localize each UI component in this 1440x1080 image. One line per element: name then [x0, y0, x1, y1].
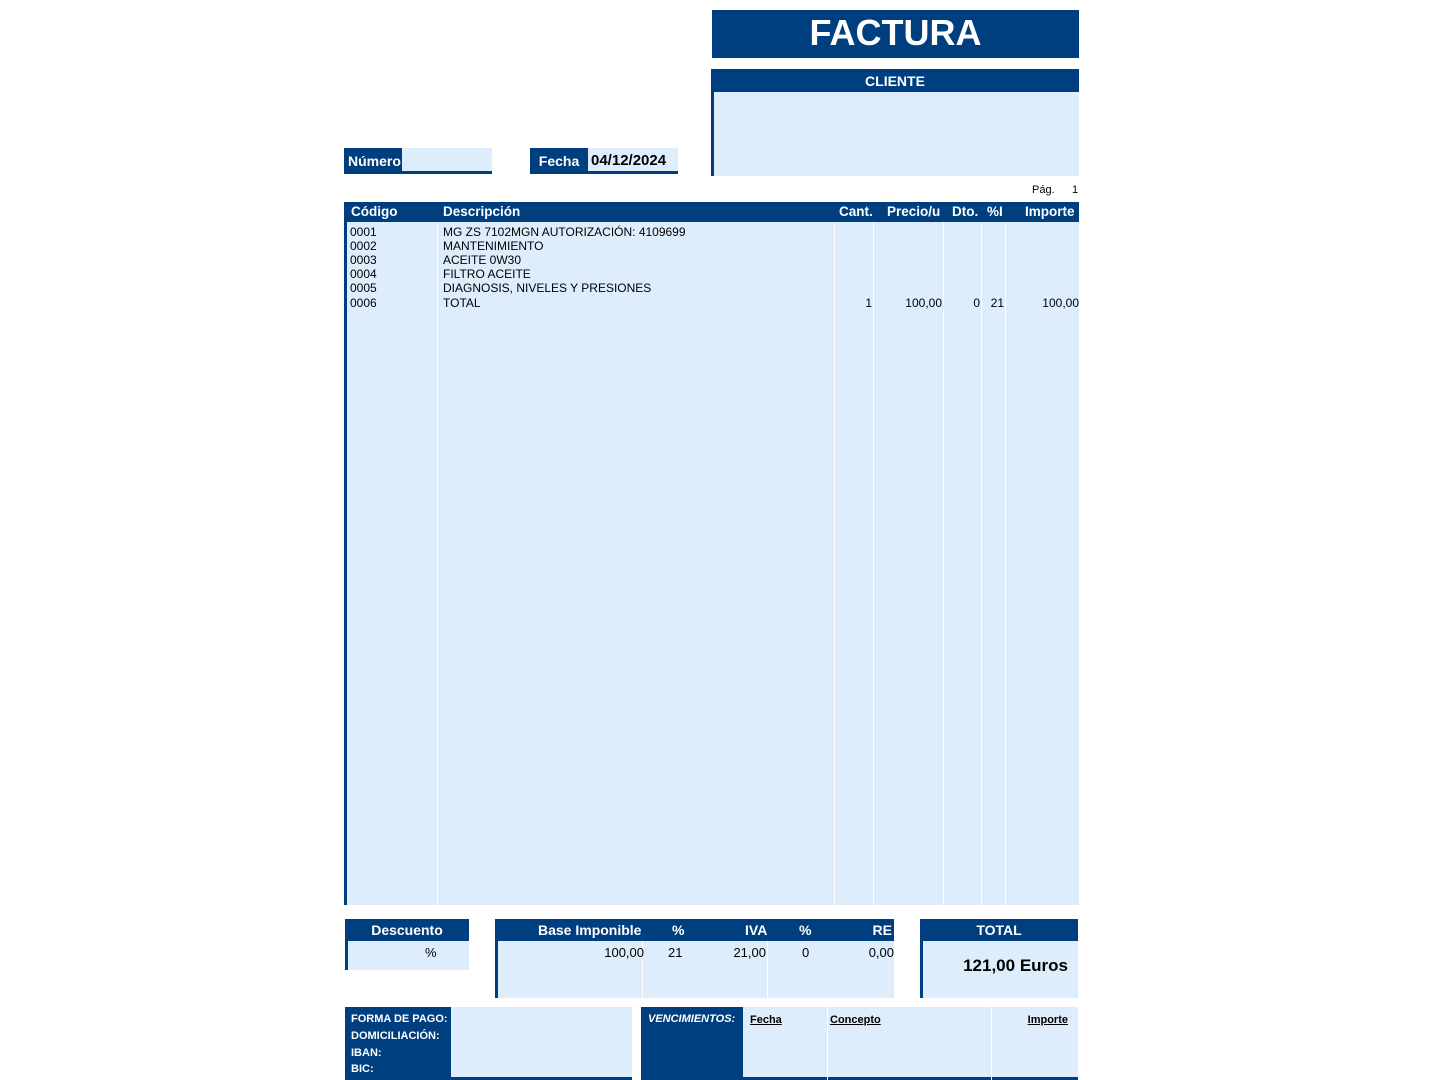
header-precio: Precio/u	[887, 204, 941, 219]
cell-iva: 21	[990, 296, 1004, 310]
column-divider	[873, 222, 874, 905]
value-pct-re: 0	[802, 945, 810, 960]
column-divider	[991, 1007, 992, 1080]
value-re: 0,00	[868, 945, 894, 960]
cell-codigo: 0002	[350, 239, 377, 253]
iban-label: IBAN:	[351, 1047, 382, 1059]
items-table-header	[344, 202, 1079, 222]
table-row[interactable]	[347, 225, 1082, 239]
vencimientos-table[interactable]	[743, 1007, 1078, 1080]
bic-label: BIC:	[351, 1063, 374, 1075]
total-header: TOTAL	[920, 919, 1078, 941]
header-cant: Cant.	[839, 204, 873, 219]
cliente-field[interactable]	[711, 92, 1079, 176]
fecha-field[interactable]: 04/12/2024	[588, 148, 678, 174]
cell-importe: 100,00	[1042, 296, 1079, 310]
cliente-header: CLIENTE	[711, 69, 1079, 92]
table-row[interactable]	[347, 253, 1082, 267]
cell-codigo: 0001	[350, 225, 377, 239]
table-row[interactable]	[347, 239, 1082, 253]
column-divider	[981, 222, 982, 905]
cell-cant: 1	[865, 296, 872, 310]
header-pct-iva: %	[672, 922, 685, 938]
cell-descripcion: FILTRO ACEITE	[443, 267, 531, 281]
cell-precio: 100,00	[905, 296, 942, 310]
invoice-title: FACTURA	[712, 10, 1079, 58]
domiciliacion-label: DOMICILIACIÓN:	[351, 1030, 440, 1042]
total-value: 121,00 Euros	[963, 956, 1068, 975]
numero-label: Número	[344, 148, 402, 174]
cell-descripcion: ACEITE 0W30	[443, 253, 522, 267]
fecha-label: Fecha	[530, 148, 588, 174]
column-divider	[834, 222, 835, 905]
forma-de-pago-label: FORMA DE PAGO:	[351, 1013, 448, 1025]
descuento-field[interactable]	[345, 941, 469, 970]
cell-descripcion: MG ZS 7102MGN AUTORIZACIÓN: 4109699	[443, 225, 686, 239]
column-divider	[1005, 222, 1006, 905]
column-divider	[943, 222, 944, 905]
header-importe: Importe	[1025, 204, 1075, 219]
payment-labels	[345, 1007, 451, 1080]
value-iva: 21,00	[733, 945, 766, 960]
vencimientos-label: VENCIMIENTOS:	[641, 1007, 743, 1080]
column-divider	[437, 222, 438, 905]
vencimientos-importe-header: Importe	[1027, 1014, 1068, 1026]
cell-descripcion: MANTENIMIENTO	[443, 239, 544, 253]
descuento-unit: %	[425, 945, 437, 960]
page-number: 1	[1072, 184, 1079, 196]
table-row[interactable]	[347, 281, 1082, 295]
cell-descripcion: DIAGNOSIS, NIVELES Y PRESIONES	[443, 281, 652, 295]
header-descripcion: Descripción	[443, 204, 521, 219]
table-row[interactable]	[347, 296, 1082, 310]
vencimientos-fecha-header: Fecha	[750, 1014, 782, 1026]
cell-codigo: 0003	[350, 253, 377, 267]
column-divider	[767, 941, 768, 998]
header-iva: %I	[987, 204, 1003, 219]
cell-codigo: 0005	[350, 281, 377, 295]
base-imponible-header	[495, 919, 894, 941]
cell-codigo: 0004	[350, 267, 377, 281]
payment-field[interactable]	[451, 1007, 632, 1080]
cell-dto: 0	[973, 296, 980, 310]
numero-field[interactable]	[402, 148, 492, 174]
header-pct-re: %	[799, 922, 812, 938]
value-pct-iva: 21	[668, 945, 683, 960]
header-dto: Dto.	[952, 204, 979, 219]
header-re: RE	[872, 922, 892, 938]
header-base-imponible: Base Imponible	[538, 922, 642, 938]
table-row[interactable]	[347, 267, 1082, 281]
descuento-header: Descuento	[345, 919, 469, 941]
base-imponible-body	[495, 941, 894, 998]
header-codigo: Código	[351, 204, 398, 219]
page-label: Pág.	[1032, 184, 1055, 196]
header-iva: IVA	[745, 922, 768, 938]
value-base-imponible: 100,00	[604, 945, 644, 960]
items-table-body	[344, 222, 1079, 905]
cell-codigo: 0006	[350, 296, 377, 310]
vencimientos-concepto-header: Concepto	[830, 1014, 881, 1026]
cell-descripcion: TOTAL	[443, 296, 481, 310]
column-divider	[827, 1007, 828, 1080]
